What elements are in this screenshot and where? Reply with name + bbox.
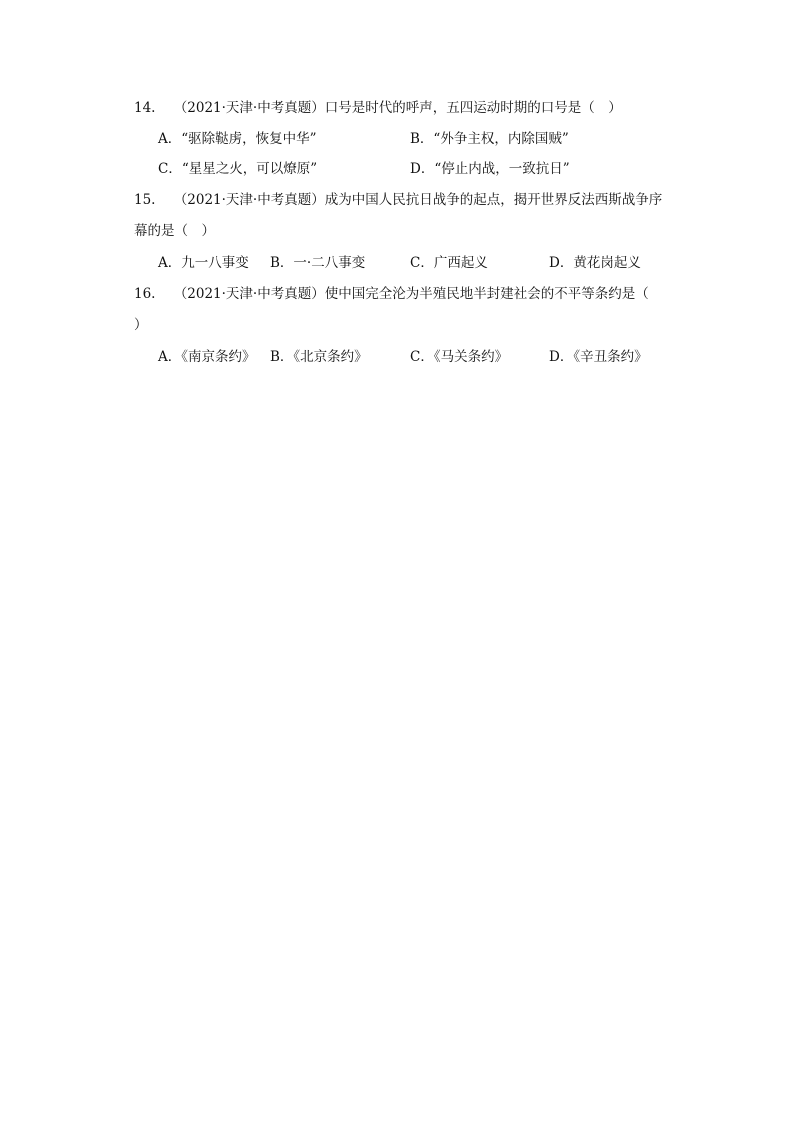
question-16-text-line2: ）: [134, 317, 148, 333]
question-15-text-line2: 幕的是（ ）: [134, 223, 215, 239]
question-14-text: （2021·天津·中考真题）口号是时代的呼声，五四运动时期的口号是（ ）: [173, 100, 622, 116]
question-15-option-c: C．广西起义: [410, 255, 488, 271]
question-16-option-a: A．《南京条约》: [158, 349, 256, 365]
question-15-option-b: B．一·二八事变: [270, 255, 366, 271]
question-14-stem: [134, 99, 622, 117]
question-16-option-d: D．《辛丑条约》: [549, 349, 648, 365]
question-15-number: 15.: [134, 192, 156, 208]
question-14-option-d: D．“停止内战，一致抗日”: [410, 161, 570, 177]
question-15-stem: [134, 191, 662, 209]
question-16-text-line1: （2021·天津·中考真题）使中国完全沦为半殖民地半封建社会的不平等条约是（: [173, 286, 649, 302]
question-15-text-line1: （2021·天津·中考真题）成为中国人民抗日战争的起点，揭开世界反法西斯战争序: [173, 192, 663, 208]
question-14-number: 14.: [134, 100, 156, 116]
question-15-option-d: D．黄花岗起义: [549, 255, 641, 271]
question-16-option-b: B．《北京条约》: [270, 349, 368, 365]
question-14-option-a: A．“驱除鞑虏，恢复中华”: [158, 131, 317, 147]
question-14-option-c: C．“星星之火，可以燎原”: [158, 161, 318, 177]
question-16-option-c: C．《马关条约》: [410, 349, 509, 365]
question-15-option-a: A．九一八事变: [158, 255, 249, 271]
question-14-option-b: B．“外争主权，内除国贼”: [410, 131, 569, 147]
question-16-number: 16.: [134, 286, 156, 302]
question-16-stem: [134, 285, 649, 303]
